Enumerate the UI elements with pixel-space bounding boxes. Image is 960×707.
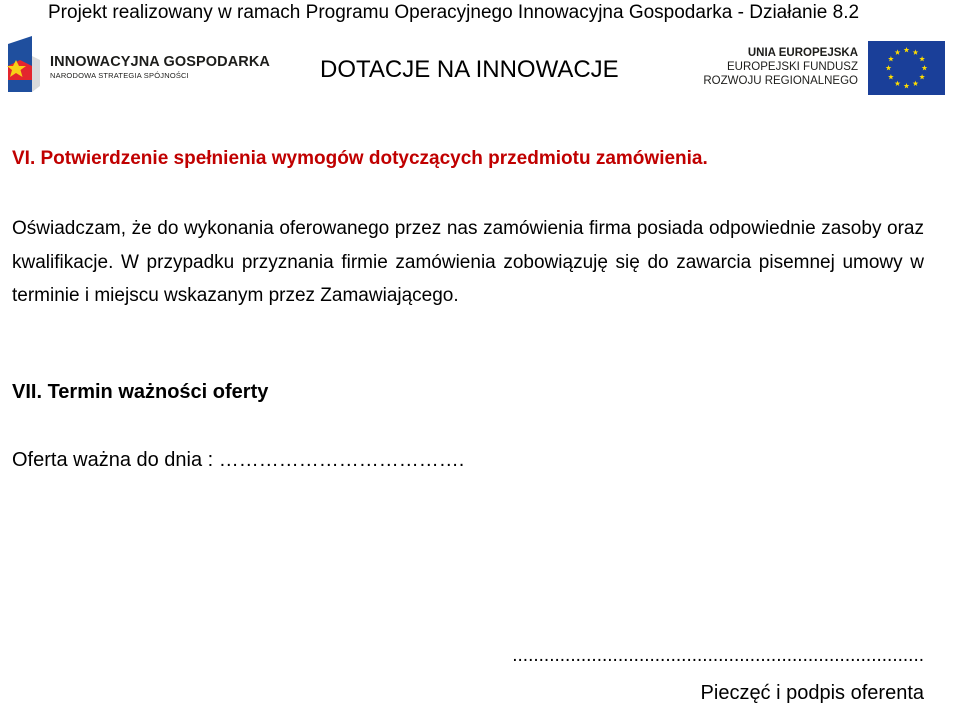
eu-flag-icon	[868, 41, 945, 95]
page-title: DOTACJE NA INNOWACJE	[320, 56, 619, 83]
signature-line: ..............................................................................	[512, 645, 924, 666]
declaration-paragraph: Oświadczam, że do wykonania oferowanego przez nas zamówienia firma posiada odpowiednie zasoby oraz kwalifikacje. W przypadku przyznania firmie zamówienia zobowiązuję się do zawarcia pisemnej umowy w terminie i miejscu wskazanym przez Zamawiającego.	[12, 218, 924, 306]
innowacyjna-gospodarka-logo	[6, 36, 270, 96]
ig-logo-mark-icon	[6, 36, 46, 96]
eu-line-3: ROZWOJU REGIONALNEGO	[703, 75, 858, 87]
eu-line-1: UNIA EUROPEJSKA	[747, 47, 858, 59]
section-vi-heading: VI. Potwierdzenie spełnienia wymogów dotyczących przedmiotu zamówienia.	[12, 148, 708, 169]
ig-logo-name: INNOWACYJNA GOSPODARKA	[50, 54, 270, 70]
eu-line-2: EUROPEJSKI FUNDUSZ	[727, 61, 858, 73]
offer-valid-until: Oferta ważna do dnia : ……………………………….	[12, 449, 465, 471]
eu-logo-text	[703, 46, 858, 88]
program-header-line: Projekt realizowany w ramach Programu Operacyjnego Innowacyjna Gospodarka - Działanie 8.2	[48, 2, 860, 23]
section-vii-heading: VII. Termin ważności oferty	[12, 381, 269, 403]
signature-label: Pieczęć i podpis oferenta	[700, 682, 924, 704]
ig-logo-subtitle: NARODOWA STRATEGIA SPÓJNOŚCI	[50, 71, 189, 80]
